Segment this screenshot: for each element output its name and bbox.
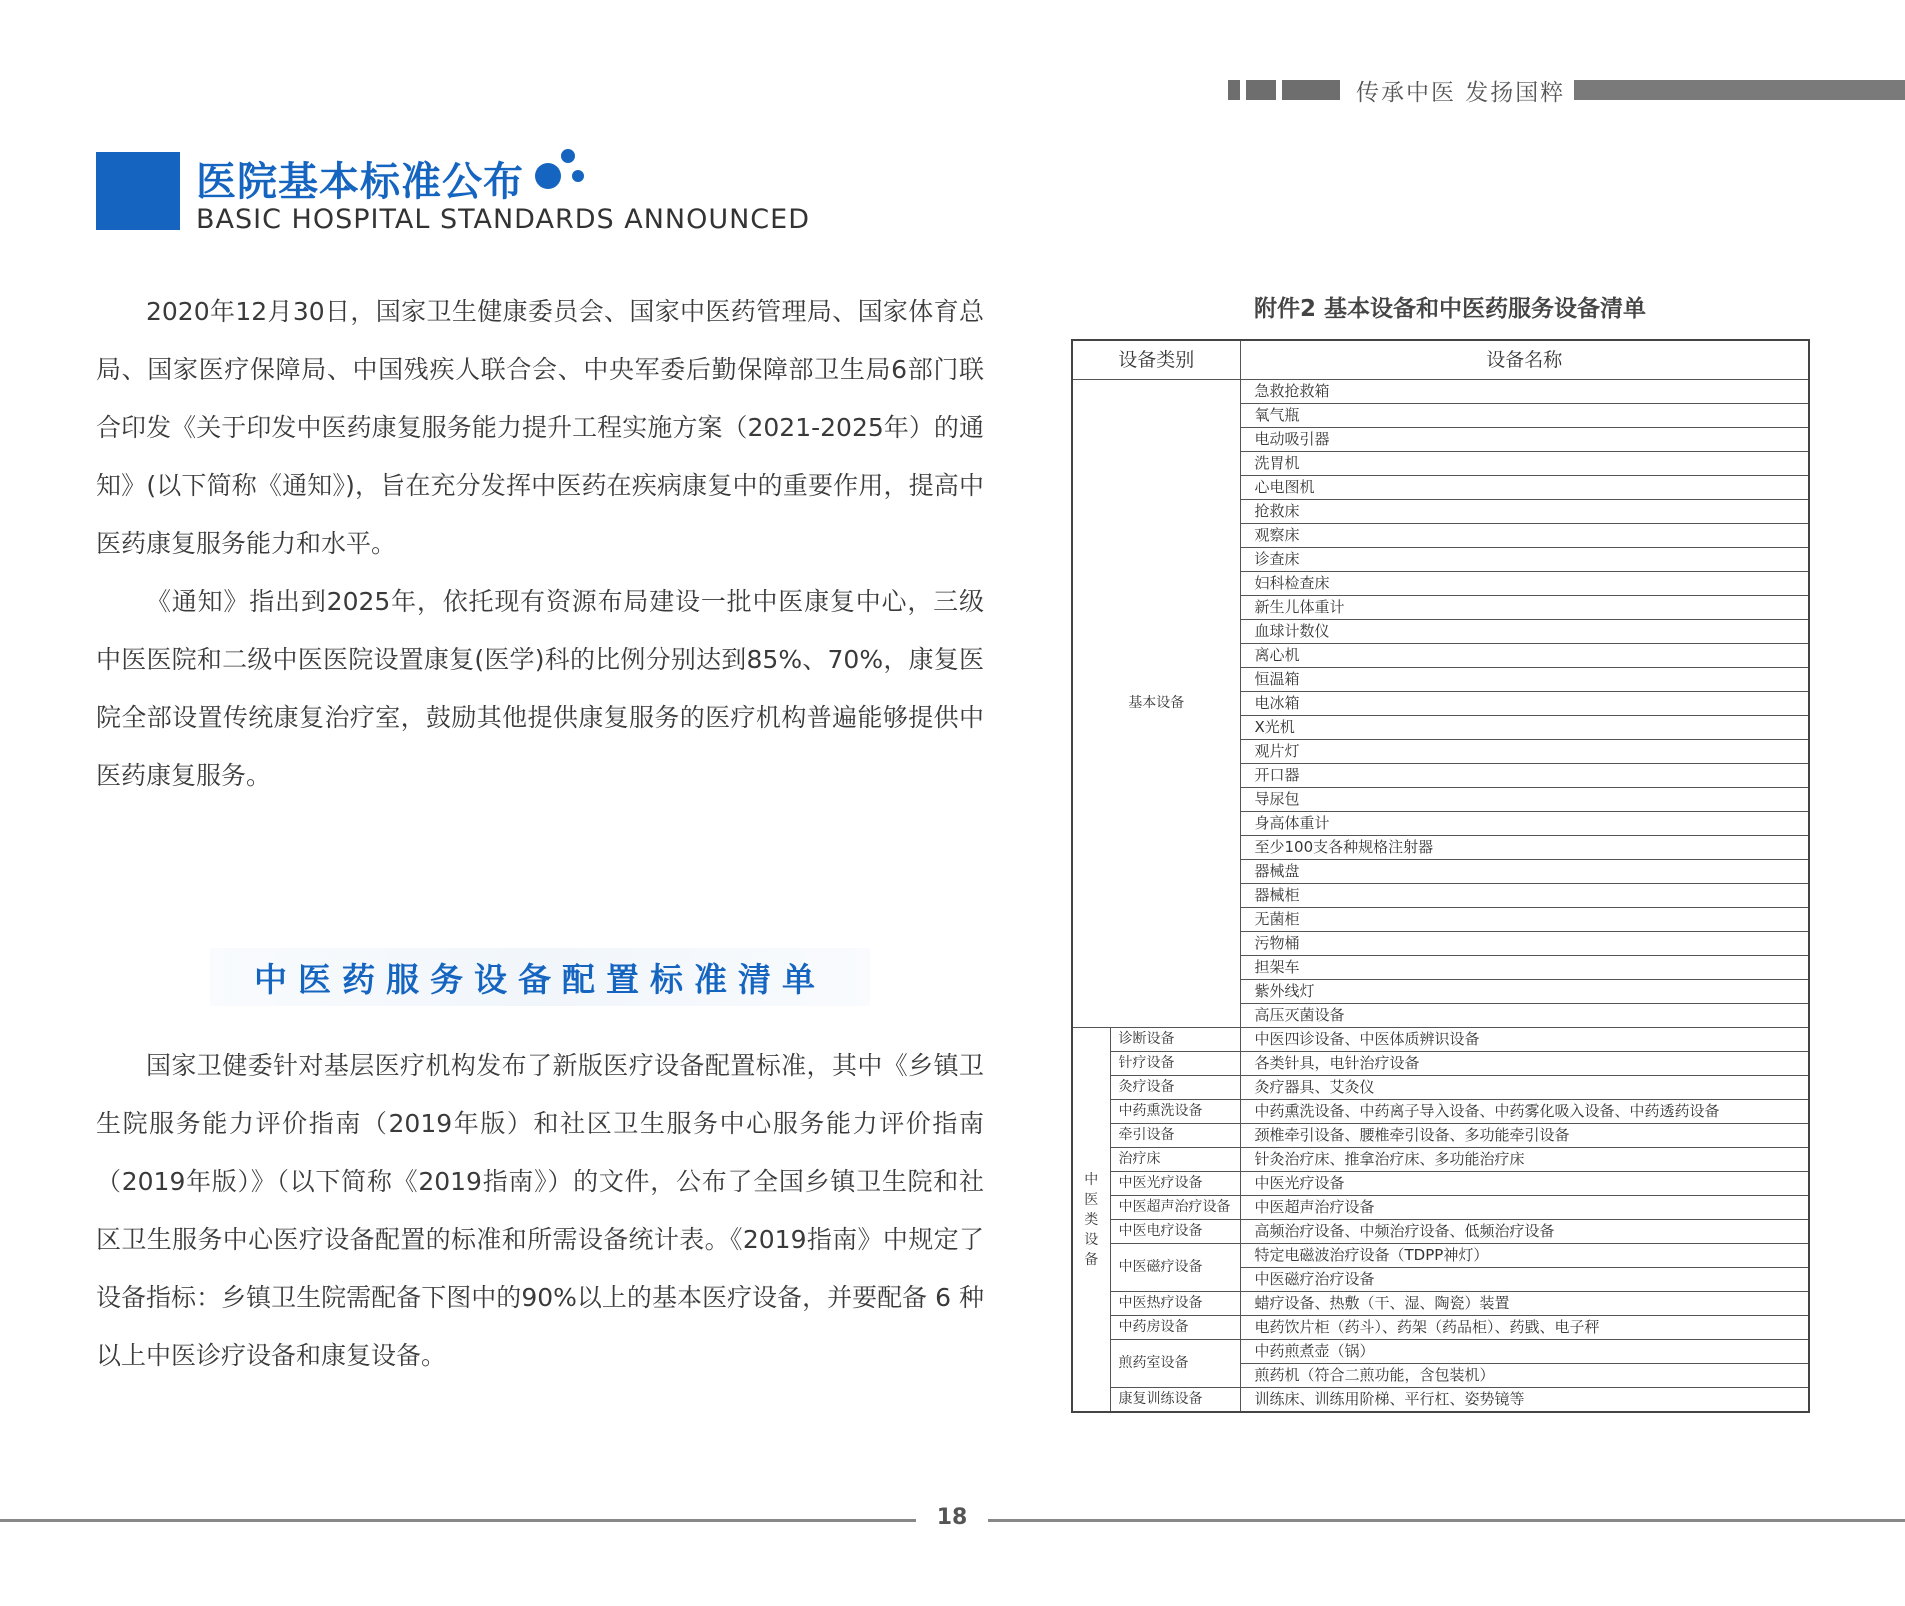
equipment-name: 中医光疗设备 [1240, 1172, 1809, 1196]
equipment-name: 妇科检查床 [1240, 572, 1809, 596]
header-decoration [1228, 80, 1340, 100]
equipment-name: X光机 [1240, 716, 1809, 740]
equipment-name: 急救抢救箱 [1240, 380, 1809, 404]
equipment-name: 恒温箱 [1240, 668, 1809, 692]
equipment-name: 高频治疗设备、中频治疗设备、低频治疗设备 [1240, 1220, 1809, 1244]
dots-icon [532, 146, 592, 196]
equipment-name: 身高体重计 [1240, 812, 1809, 836]
equipment-name: 中医磁疗治疗设备 [1240, 1268, 1809, 1292]
equipment-name: 煎药机（符合二煎功能，含包装机） [1240, 1364, 1809, 1388]
equipment-name: 导尿包 [1240, 788, 1809, 812]
subcategory: 灸疗设备 [1110, 1076, 1240, 1100]
equipment-name: 无菌柜 [1240, 908, 1809, 932]
header-tagline: 传承中医 发扬国粹 [1356, 80, 1566, 106]
subcategory: 中药房设备 [1110, 1316, 1240, 1340]
section-title-text: 中医药服务设备配置标准清单 [254, 959, 826, 999]
equipment-name: 紫外线灯 [1240, 980, 1809, 1004]
equipment-name: 观片灯 [1240, 740, 1809, 764]
title-block-square [96, 152, 180, 230]
table-row [1072, 1124, 1809, 1148]
page-subtitle: BASIC HOSPITAL STANDARDS ANNOUNCED [196, 204, 810, 235]
page-title: 医院基本标准公布 [196, 159, 524, 205]
equipment-name: 血球计数仪 [1240, 620, 1809, 644]
table-row [1072, 1028, 1809, 1052]
subcategory: 诊断设备 [1110, 1028, 1240, 1052]
page-number: 18 [936, 1505, 968, 1530]
table-row [1072, 1292, 1809, 1316]
equipment-name: 高压灭菌设备 [1240, 1004, 1809, 1028]
equipment-name: 特定电磁波治疗设备（TDPP神灯） [1240, 1244, 1809, 1268]
subcategory: 针疗设备 [1110, 1052, 1240, 1076]
subcategory: 治疗床 [1110, 1148, 1240, 1172]
equipment-name: 离心机 [1240, 644, 1809, 668]
equipment-name: 电药饮片柜（药斗）、药架（药品柜）、药戥、电子秤 [1240, 1316, 1809, 1340]
subcategory: 煎药室设备 [1110, 1340, 1240, 1388]
paragraph-notice: 《通知》指出到2025年，依托现有资源布局建设一批中医康复中心，三级中医医院和二级中医医院设置康复(医学)科的比例分别达到85%、70%，康复医院全部设置传统康复治疗室，鼓励其他提供康复服务的医疗机构普遍能够提供中医药康复服务。 [96, 587, 984, 790]
equipment-table-wrapper [1071, 339, 1810, 1413]
equipment-name: 氧气瓶 [1240, 404, 1809, 428]
equipment-name: 诊查床 [1240, 548, 1809, 572]
subcategory: 中医电疗设备 [1110, 1220, 1240, 1244]
table-header-row [1072, 340, 1809, 380]
table-row [1072, 1148, 1809, 1172]
equipment-name: 中药熏洗设备、中药离子导入设备、中药雾化吸入设备、中药透药设备 [1240, 1100, 1809, 1124]
table-row [1072, 1220, 1809, 1244]
equipment-name: 污物桶 [1240, 932, 1809, 956]
equipment-name: 器械盘 [1240, 860, 1809, 884]
equipment-name: 开口器 [1240, 764, 1809, 788]
table-row [1072, 380, 1809, 404]
header-bar [1574, 80, 1905, 100]
subcategory: 中医热疗设备 [1110, 1292, 1240, 1316]
subcategory: 中医超声治疗设备 [1110, 1196, 1240, 1220]
category-tcm: 中医类设备 [1072, 1028, 1110, 1413]
table-row [1072, 1388, 1809, 1413]
subcategory: 康复训练设备 [1110, 1388, 1240, 1413]
table-row [1072, 1052, 1809, 1076]
paragraph-guideline: 国家卫健委针对基层医疗机构发布了新版医疗设备配置标准，其中《乡镇卫生院服务能力评价指南（2019年版）和社区卫生服务中心服务能力评价指南（2019年版）》（以下简称《2019指南》）的文件，公布了全国乡镇卫生院和社区卫生服务中心医疗设备配置的标准和所需设备统计表。《2019指南》中规定了设备指标：乡镇卫生院需配备下图中的90%以上的基本医疗设备，并要配备 6 种以上中医诊疗设备和康复设备。 [96, 1051, 984, 1370]
category-basic: 基本设备 [1072, 380, 1240, 1028]
equipment-name: 中药煎煮壶（锅） [1240, 1340, 1809, 1364]
equipment-name: 蜡疗设备、热敷（干、湿、陶瓷）装置 [1240, 1292, 1809, 1316]
equipment-name: 心电图机 [1240, 476, 1809, 500]
footer-line-right [988, 1519, 1905, 1522]
equipment-name: 灸疗器具、艾灸仪 [1240, 1076, 1809, 1100]
equipment-name: 训练床、训练用阶梯、平行杠、姿势镜等 [1240, 1388, 1809, 1413]
column-header-category: 设备类别 [1072, 340, 1240, 380]
equipment-name: 颈椎牵引设备、腰椎牵引设备、多功能牵引设备 [1240, 1124, 1809, 1148]
equipment-name: 中医超声治疗设备 [1240, 1196, 1809, 1220]
equipment-name: 抢救床 [1240, 500, 1809, 524]
subcategory: 中医磁疗设备 [1110, 1244, 1240, 1292]
table-row [1072, 1172, 1809, 1196]
table-row [1072, 1316, 1809, 1340]
equipment-name: 担架车 [1240, 956, 1809, 980]
table-title: 附件2 基本设备和中医药服务设备清单 [1253, 296, 1646, 322]
table-row [1072, 1244, 1809, 1268]
table-row [1072, 1340, 1809, 1364]
table-body [1072, 380, 1809, 1413]
footer-line-left [0, 1519, 916, 1522]
paragraph-intro: 2020年12月30日，国家卫生健康委员会、国家中医药管理局、国家体育总局、国家医疗保障局、中国残疾人联合会、中央军委后勤保障部卫生局6部门联合印发《关于印发中医药康复服务能力提升工程实施方案（2021-2025年）的通知》(以下简称《通知》)，旨在充分发挥中医药在疾病康复中的重要作用，提高中医药康复服务能力和水平。 [96, 297, 984, 558]
table-row [1072, 1076, 1809, 1100]
equipment-table [1071, 339, 1810, 1413]
equipment-name: 中医四诊设备、中医体质辨识设备 [1240, 1028, 1809, 1052]
section-title [210, 948, 870, 1006]
equipment-name: 至少100支各种规格注射器 [1240, 836, 1809, 860]
subcategory: 中医光疗设备 [1110, 1172, 1240, 1196]
subcategory: 中药熏洗设备 [1110, 1100, 1240, 1124]
equipment-name: 电冰箱 [1240, 692, 1809, 716]
column-header-name: 设备名称 [1240, 340, 1809, 380]
equipment-name: 器械柜 [1240, 884, 1809, 908]
subcategory: 牵引设备 [1110, 1124, 1240, 1148]
table-row [1072, 1196, 1809, 1220]
equipment-name: 观察床 [1240, 524, 1809, 548]
equipment-name: 新生儿体重计 [1240, 596, 1809, 620]
equipment-name: 针灸治疗床、推拿治疗床、多功能治疗床 [1240, 1148, 1809, 1172]
table-row [1072, 1100, 1809, 1124]
equipment-name: 洗胃机 [1240, 452, 1809, 476]
equipment-name: 各类针具，电针治疗设备 [1240, 1052, 1809, 1076]
equipment-name: 电动吸引器 [1240, 428, 1809, 452]
